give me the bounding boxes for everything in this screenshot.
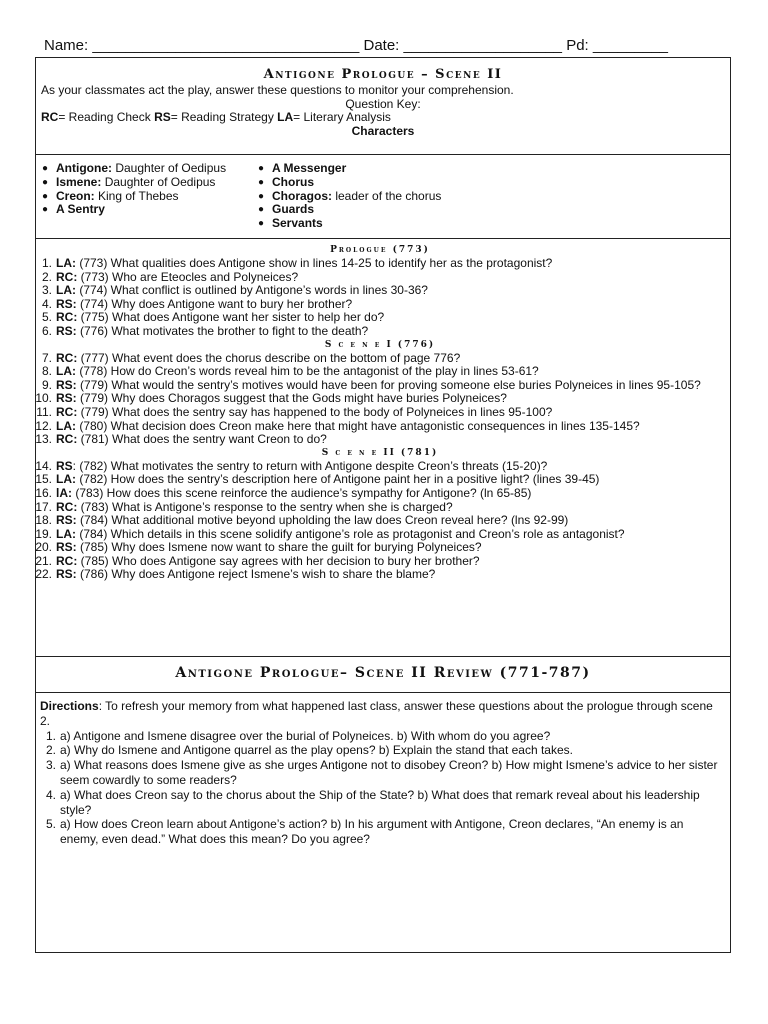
instructions: As your classmates act the play, answer these questions to monitor your comprehension.: [41, 83, 514, 97]
divider: [36, 154, 730, 155]
question-item: 19. LA: (784) Which details in this scene solidify antigone’s role as protagonist and Creon’s role as antagonist?: [35, 526, 625, 541]
key-la-text: = Literary Analysis: [293, 110, 391, 124]
review-question-item: 5. a) How does Creon learn about Antigone’s action? b) In his argument with Antigone, Creon declares, “An enemy is an enemy, even dead.” What does this mean? Do you agree?: [45, 817, 684, 847]
review-directions: [40, 699, 724, 729]
intro-section: [36, 66, 730, 138]
date-label: Date:: [363, 37, 400, 54]
pd-blank[interactable]: _________: [592, 37, 668, 54]
divider: [36, 656, 730, 657]
characters-section: [36, 162, 730, 231]
worksheet-box: [35, 57, 731, 953]
question-item: 7. RC: (777) What event does the chorus describe on the bottom of page 776?: [41, 350, 461, 365]
question-list: [36, 352, 724, 447]
review-question-item: 4. a) What does Creon say to the chorus about the Ship of the State? b) What does that remark reveal about his leadership style?: [45, 787, 700, 817]
review-question-item: 1. a) Antigone and Ismene disagree over the burial of Polyneices. b) With whom do you agree?: [45, 728, 551, 743]
question-item: 18. RS: (784) What additional motive beyond upholding the law does Creon reveal here? (lns 92-99): [35, 513, 569, 528]
question-item: 6. RS: (776) What motivates the brother to fight to the death?: [41, 323, 369, 338]
name-label: Name:: [44, 37, 89, 54]
question-item: 5. RC: (775) What does Antigone want her sister to help her do?: [41, 310, 385, 325]
character-item: ● Antigone: Daughter of Oedipus: [42, 161, 227, 175]
question-item: 17. RC: (783) What is Antigone’s response to the sentry when she is charged?: [35, 499, 453, 514]
section-title-prologue: Prologue (773): [330, 245, 430, 255]
question-item: 10. RS: (779) Why does Choragos suggest that the Gods might have buries Polyneices?: [35, 391, 507, 406]
review-question-list: [40, 729, 724, 847]
key-rc-text: = Reading Check: [58, 110, 155, 124]
question-item: 14. RS: (782) What motivates the sentry to return with Antigone despite Creon’s threats (15-20)?: [35, 458, 548, 473]
directions-text: : To refresh your memory from what happened last class, answer these questions about the prologue through scene 2.: [40, 699, 713, 728]
question-item: 21. RC: (785) Who does Antigone say agrees with her decision to bury her brother?: [35, 553, 480, 568]
key-rs: RS: [154, 110, 171, 124]
question-list: [36, 460, 724, 582]
name-blank[interactable]: ________________________________: [92, 37, 360, 54]
key-rs-text: = Reading Strategy: [170, 110, 278, 124]
question-item: 13. RC: (781) What does the sentry want Creon to do?: [35, 432, 327, 447]
review-section: [36, 699, 730, 847]
character-item: ● Creon: King of Thebes: [42, 188, 179, 203]
question-item: 2. RC: (773) Who are Eteocles and Polyneices?: [41, 269, 299, 284]
question-item: 1. LA: (773) What qualities does Antigone show in lines 14-25 to identify her as the protagonist?: [41, 256, 553, 270]
question-item: 11. RC: (779) What does the sentry say has happened to the body of Polyneices in lines 95-100?: [36, 404, 553, 419]
characters-left: [42, 162, 258, 231]
characters-title: Characters: [351, 123, 415, 138]
characters-right: [258, 162, 558, 231]
question-key: [41, 111, 725, 125]
question-key-title: Question Key:: [345, 96, 421, 111]
review-question-item: 3. a) What reasons does Ismene give as she urges Antigone not to disobey Creon? b) How might Ismene’s advice to her sister seem cowardly to some readers?: [45, 758, 718, 787]
review-question-item: 2. a) Why do Ismene and Antigone quarrel as the play opens? b) Explain the stand that each takes.: [45, 743, 573, 758]
character-item: ● Guards: [258, 202, 315, 217]
question-item: 12. LA: (780) What decision does Creon make here that might have antagonistic consequences in lines 135-145?: [35, 418, 640, 433]
divider: [36, 692, 730, 693]
character-item: ● Chorus: [258, 174, 314, 189]
question-item: 8. LA: (778) How do Creon’s words reveal him to be the antagonist of the play in lines 53-61?: [41, 364, 539, 379]
question-item: 9. RS: (779) What would the sentry’s motives would have been for proving someone else buries Polyneices in lines 95-105?: [41, 377, 701, 392]
directions-label: Directions: [40, 699, 99, 713]
key-la: LA: [277, 110, 294, 124]
character-item: ● A Messenger: [258, 161, 347, 175]
review-title: Antigone Prologue– Scene II Review (771-787): [175, 665, 591, 681]
date-blank[interactable]: ___________________: [403, 37, 563, 54]
review-title-section: [36, 664, 730, 682]
worksheet-title: Antigone Prologue – Scene II: [263, 67, 503, 82]
question-item: 22. RS: (786) Why does Antigone reject Ismene’s wish to share the blame?: [35, 567, 436, 582]
character-item: ● A Sentry: [42, 202, 105, 217]
question-item: 16. lA: (783) How does this scene reinforce the audience’s sympathy for Antigone? (ln 65-85): [35, 485, 532, 500]
question-item: 3. LA: (774) What conflict is outlined by Antigone’s words in lines 30-36?: [41, 283, 428, 298]
question-item: 4. RS: (774) Why does Antigone want to bury her brother?: [41, 296, 353, 311]
character-item: ● Servants: [258, 216, 323, 231]
question-item: 20. RS: (785) Why does Ismene now want to share the guilt for burying Polyneices?: [35, 540, 482, 555]
character-item: ● Ismene: Daughter of Oedipus: [42, 174, 216, 189]
section-title-scene-1: S c e n e I (776): [324, 339, 436, 350]
divider: [36, 238, 730, 239]
question-item: 15. LA: (782) How does the sentry’s description here of Antigone paint her in a positive light? (lines 39-45): [35, 472, 600, 487]
questions-section: [36, 244, 730, 582]
section-title-scene-2: S c e n e II (781): [321, 447, 439, 458]
character-item: ● Choragos: leader of the chorus: [258, 188, 442, 203]
key-rc: RC: [41, 110, 59, 124]
question-list: [36, 257, 724, 339]
pd-label: Pd:: [566, 37, 589, 54]
header-line: [44, 37, 734, 54]
